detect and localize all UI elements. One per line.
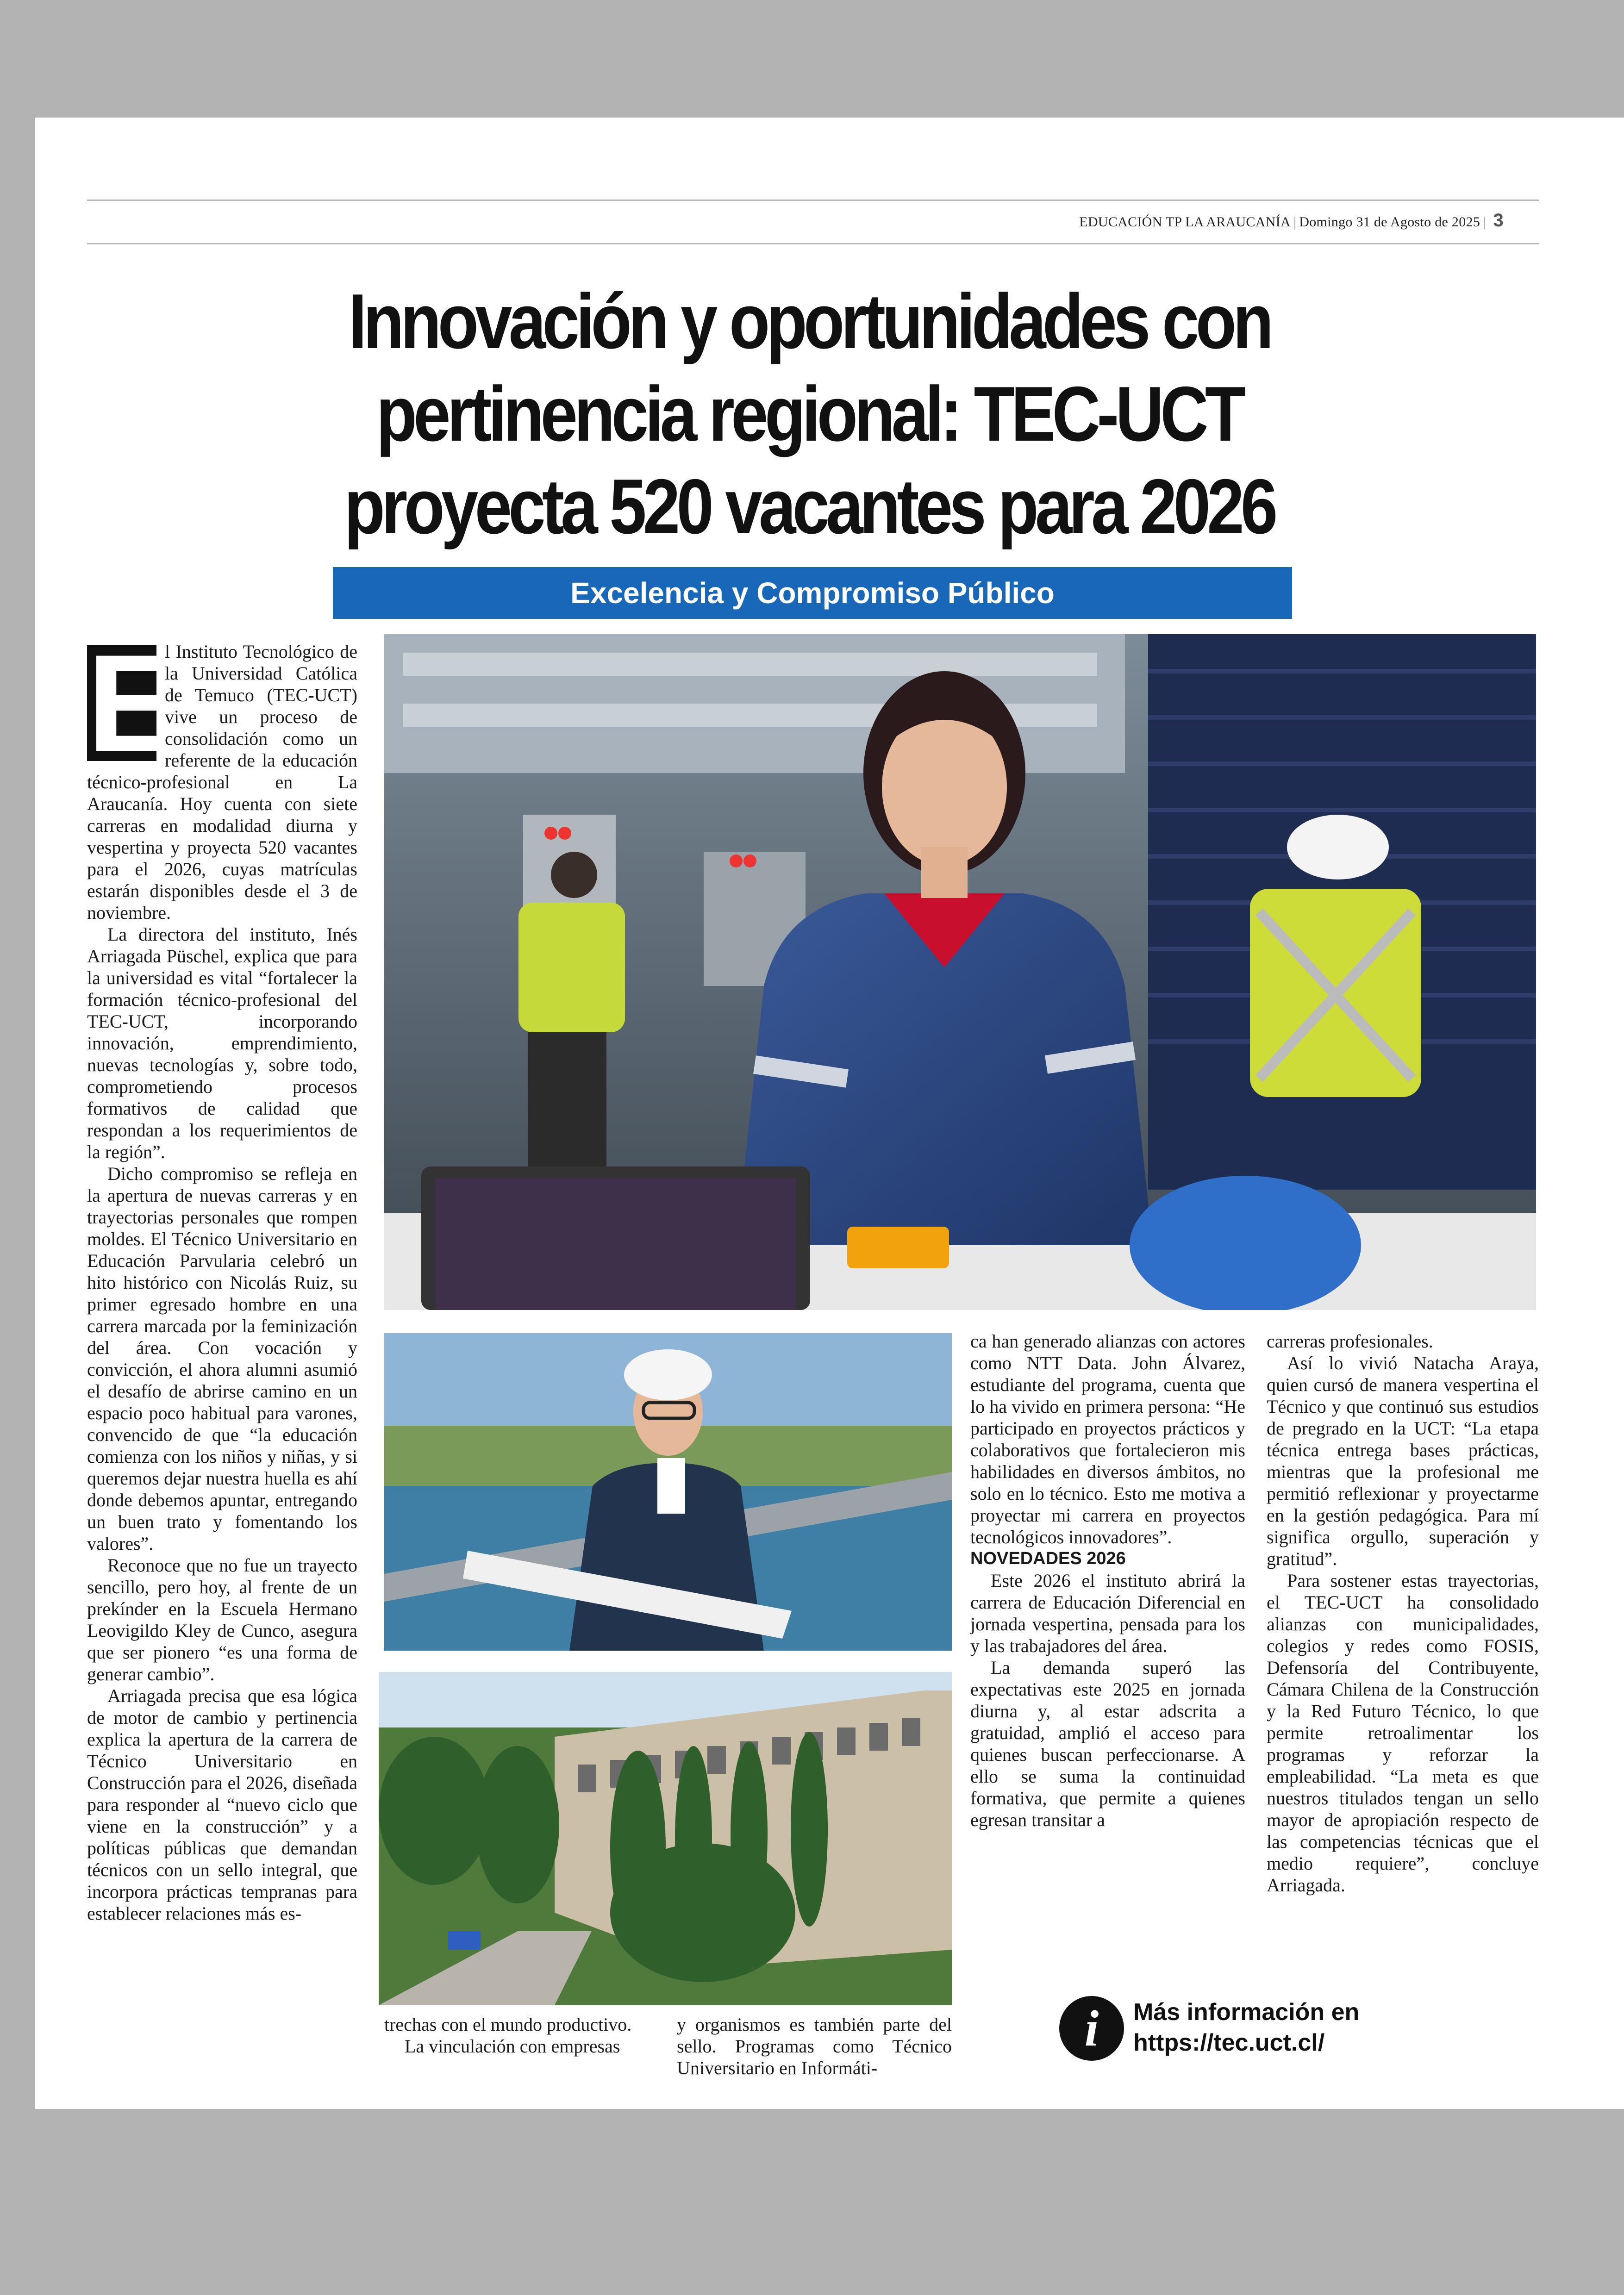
article-column-2	[384, 2014, 651, 2057]
headline-line: Innovación y oportunidades con	[348, 278, 1270, 365]
more-info-label: Más información en	[1133, 1999, 1360, 2026]
workshop-photo-illustration	[384, 634, 1536, 1310]
paragraph: ca han generado alianzas con actores como NTT Data. John Álvarez, estudiante del programa, cuenta que lo ha vivido en primera persona: “He participado en proyectos prácticos y colaborativos que fortalecieron mis habilidades en diversos ámbitos, no solo en lo técnico. Esto me motiva a proyectar mi carrera en proyectos tecnológicos innovadores”.	[970, 1331, 1245, 1547]
top-rule	[87, 200, 1539, 201]
subhead: NOVEDADES 2026	[970, 1549, 1126, 1568]
article-column-1	[87, 625, 357, 1924]
section-banner: Excelencia y Compromiso Público	[333, 567, 1292, 619]
paragraph: y organismos es también parte del sello. Programas como Técnico Universitario en Informáti-	[677, 2014, 952, 2078]
paragraph: La demanda superó las expectativas este 2025 en jornada diurna y, al estar adscrita a gratuidad, amplió el acceso para quienes buscan perfeccionarse. A ello se suma la continuidad formativa, que permite a quienes egresan transitar a	[970, 1657, 1245, 1830]
paragraph: La vinculación con empresas	[405, 2036, 620, 2057]
headline-line: pertinencia regional: TEC-UCT	[376, 370, 1243, 457]
paragraph: Este 2026 el instituto abrirá la carrera de Educación Diferencial en jornada vespertina, pensada para los y las trabajadores del área.	[970, 1570, 1245, 1656]
more-info-link[interactable]: https://tec.uct.cl/	[1133, 2029, 1325, 2056]
main-photo	[384, 634, 1536, 1310]
paragraph: trechas con el mundo productivo.	[384, 2014, 632, 2035]
more-info	[1133, 1997, 1359, 2058]
campus-photo	[379, 1672, 952, 2005]
section-name: EDUCACIÓN TP LA ARAUCANÍA	[1079, 214, 1291, 230]
paragraph: Reconoce que no fue un trayecto sencillo, pero hoy, al frente de un prekínder en la Escuela Hermano Leovigildo Kley de Cunco, asegura que ser pionero “es una forma de generar cambio”.	[87, 1555, 357, 1684]
issue-date: Domingo 31 de Agosto de 2025	[1299, 214, 1480, 230]
student-photo	[384, 1333, 952, 1651]
header-rule	[87, 243, 1539, 244]
drop-cap: E	[87, 625, 180, 781]
article-column-3	[970, 1330, 1245, 1831]
info-icon: i	[1059, 1996, 1124, 2061]
paragraph: l Instituto Tecnológico de la Universidad Católica de Temuco (TEC-UCT) vive un proceso de consolidación como un referente de la educación técnico-profesional en La Araucanía. Hoy cuenta con siete carreras en modalidad diurna y vespertina y proyecta 520 vacantes para el 2026, cuyas matrículas estarán disponibles desde el 3 de noviembre.	[87, 641, 357, 923]
page-number: 3	[1493, 210, 1504, 231]
page-header: EDUCACIÓN TP LA ARAUCANÍA | Domingo 31 de Agosto de 2025 | 3	[1079, 210, 1504, 231]
article-column-3-bottom	[677, 2014, 952, 2079]
paragraph: Arriagada precisa que esa lógica de motor de cambio y pertinencia explica la apertura de la carrera de Técnico Universitario en Construcción para el 2026, diseñada para responder al “nuevo ciclo que viene en la construcción” y a políticas públicas que demandan técnicos con un sello integral, que incorpora prácticas tempranas para establecer relaciones más es-	[87, 1685, 357, 1924]
article-column-4	[1267, 1330, 1539, 1896]
paragraph: Dicho compromiso se refleja en la apertura de nuevas carreras y en trayectorias personales que rompen moldes. El Técnico Universitario en Educación Parvularia celebró un hito histórico con Nicolás Ruiz, su primer egresado hombre en una carrera marcada por la feminización del área. Con vocación y convicción, el ahora alumni asumió el desafío de abrirse camino en un espacio poco habitual para varones, convencido de que “la educación comienza con los niños y niñas, y si queremos dejar nuestra huella es ahí donde debemos apuntar, entregando un buen trato y fomentando los valores”.	[87, 1163, 357, 1554]
headline	[327, 275, 1292, 553]
newspaper-page	[35, 118, 1624, 2109]
paragraph: La directora del instituto, Inés Arriagada Püschel, explica que para la universidad es vital “fortalecer la formación técnico-profesional del TEC-UCT, incorporando innovación, emprendimiento, nuevas tecnologías y, sobre todo, comprometiendo procesos formativos de calidad que respondan a los requerimientos de la región”.	[87, 924, 357, 1162]
paragraph: carreras profesionales.	[1267, 1331, 1433, 1352]
campus-photo-illustration	[379, 1672, 952, 2005]
paragraph: Para sostener estas trayectorias, el TEC-UCT ha consolidado alianzas con municipalidades, colegios y redes como FOSIS, Defensoría del Contribuyente, Cámara Chilena de la Construcción y la Red Futuro Técnico, lo que permite retroalimentar los programas y reforzar la empleabilidad. “La meta es que nuestros titulados tengan un sello mayor de apropiación respecto de las competencias técnicas que el medio requiere”, concluye Arriagada.	[1267, 1570, 1539, 1896]
student-photo-illustration	[384, 1333, 952, 1651]
paragraph: Así lo vivió Natacha Araya, quien cursó de manera vespertina el Técnico y que continuó sus estudios de pregrado en la UCT: “La etapa técnica entrega bases prácticas, mientras que la profesional me permitió reflexionar y proyectarme en la gestión pedagógica. Para mí significa orgullo, superación y gratitud”.	[1267, 1353, 1539, 1569]
headline-line: proyecta 520 vacantes para 2026	[344, 463, 1274, 550]
